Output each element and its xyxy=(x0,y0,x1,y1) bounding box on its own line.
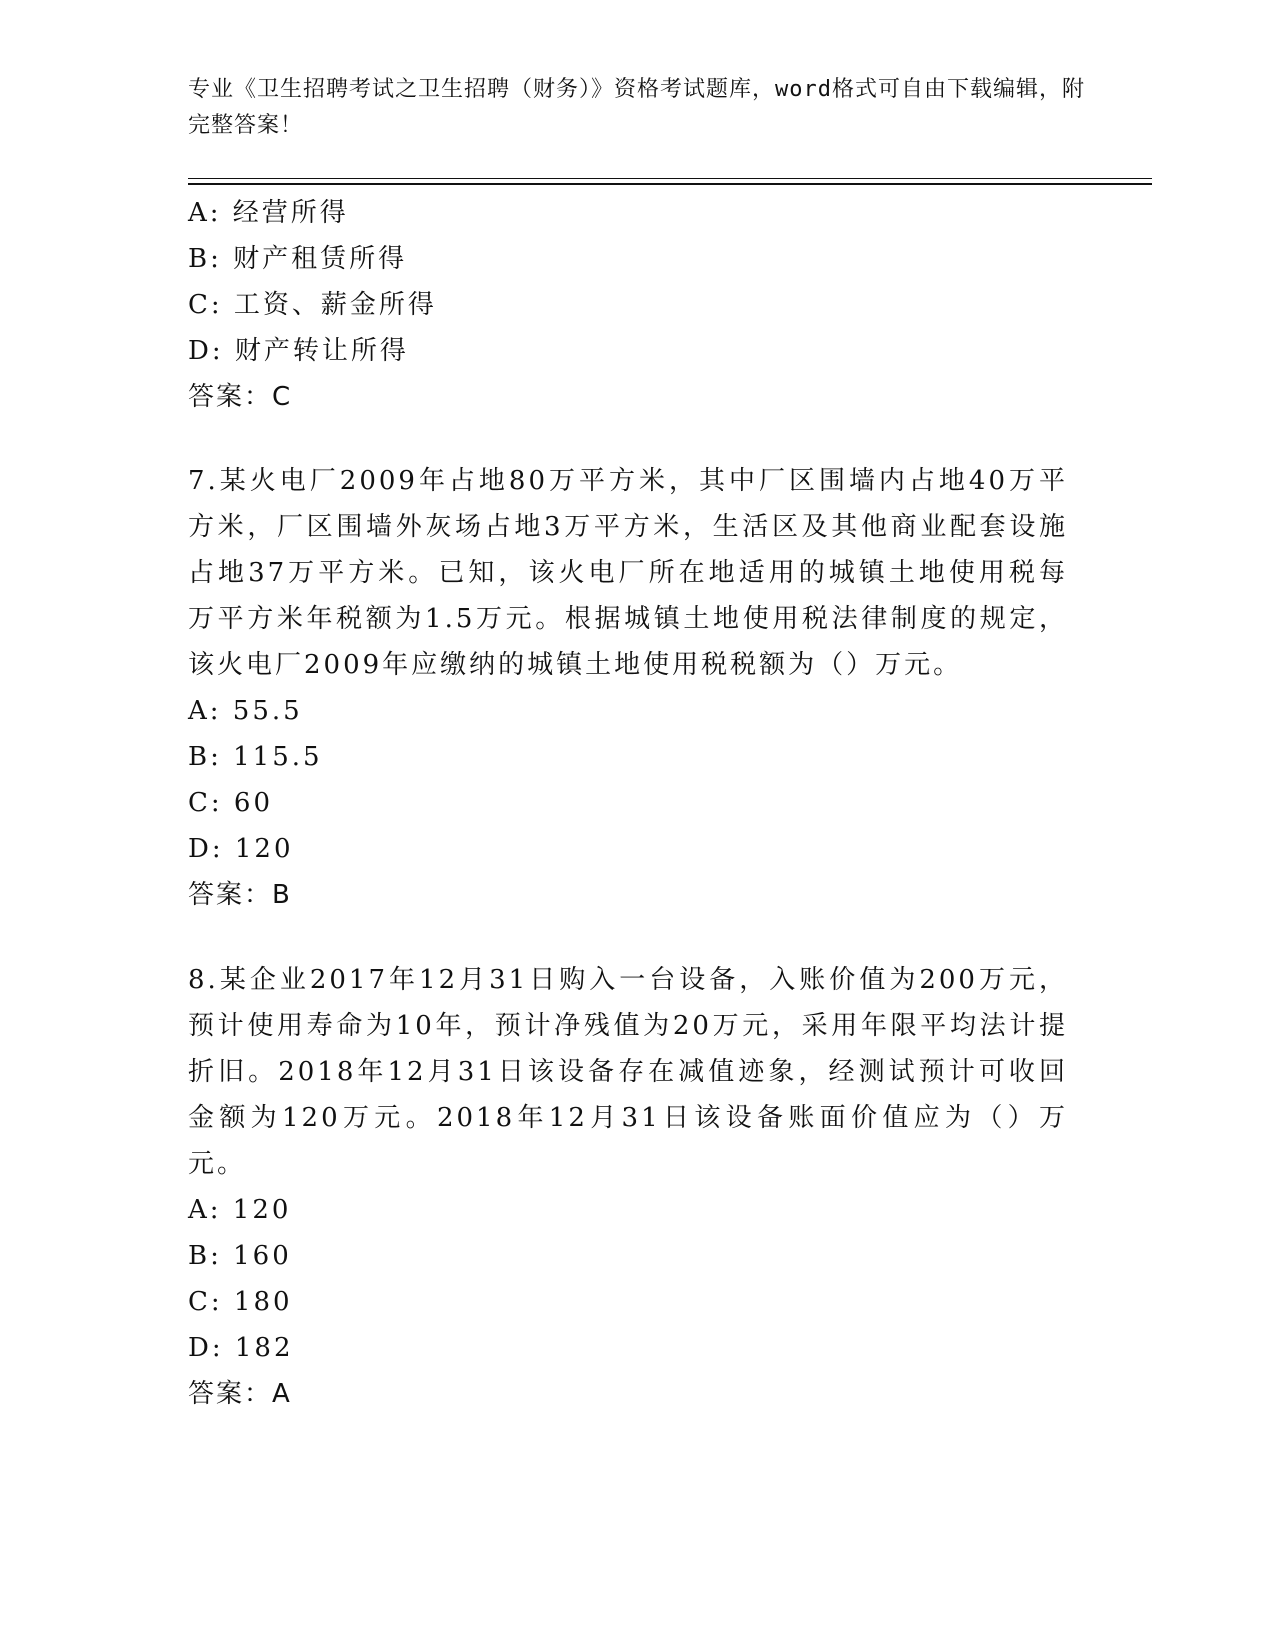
answer-line: 答案：C xyxy=(188,382,293,412)
option-a: A: 55.5 xyxy=(188,696,303,726)
question-block-7 xyxy=(188,458,1088,918)
option-d: D: 120 xyxy=(188,834,294,864)
option-d: D: 财产转让所得 xyxy=(188,336,409,366)
question-block-8 xyxy=(188,957,1088,1417)
option-b: B: 财产租赁所得 xyxy=(188,244,408,274)
option-a: A: 120 xyxy=(188,1195,292,1225)
header-divider-top xyxy=(188,178,1152,179)
question-text: 7.某火电厂2009年占地80万平方米，其中厂区围墙内占地40万平方米，厂区围墙外灰场占地3万平方米，生活区及其他商业配套设施占地37万平方米。已知，该火电厂所在地适用的城镇土地使用税每万平方米年税额为1.5万元。根据城镇土地使用税法律制度的规定，该火电厂2009年应缴纳的城镇土地使用税税额为（）万元。 xyxy=(188,466,1068,680)
option-b: B: 115.5 xyxy=(188,742,323,772)
answer-line: 答案：B xyxy=(188,880,292,910)
header-divider-bottom xyxy=(188,183,1152,185)
option-b: B: 160 xyxy=(188,1241,292,1271)
option-c: C: 180 xyxy=(188,1287,293,1317)
answer-line: 答案：A xyxy=(188,1379,292,1409)
option-d: D: 182 xyxy=(188,1333,294,1363)
question-text: 8.某企业2017年12月31日购入一台设备，入账价值为200万元，预计使用寿命为10年，预计净残值为20万元，采用年限平均法计提折旧。2018年12月31日该设备存在减值迹象，经测试预计可收回金额为120万元。2018年12月31日该设备账面价值应为（）万元。 xyxy=(188,965,1068,1179)
option-a: A: 经营所得 xyxy=(188,198,349,228)
question-block-6 xyxy=(188,190,1088,420)
option-c: C: 工资、薪金所得 xyxy=(188,290,437,320)
document-header: 专业《卫生招聘考试之卫生招聘（财务）》资格考试题库，word格式可自由下载编辑，附完整答案！ xyxy=(188,77,1085,138)
option-c: C: 60 xyxy=(188,788,274,818)
